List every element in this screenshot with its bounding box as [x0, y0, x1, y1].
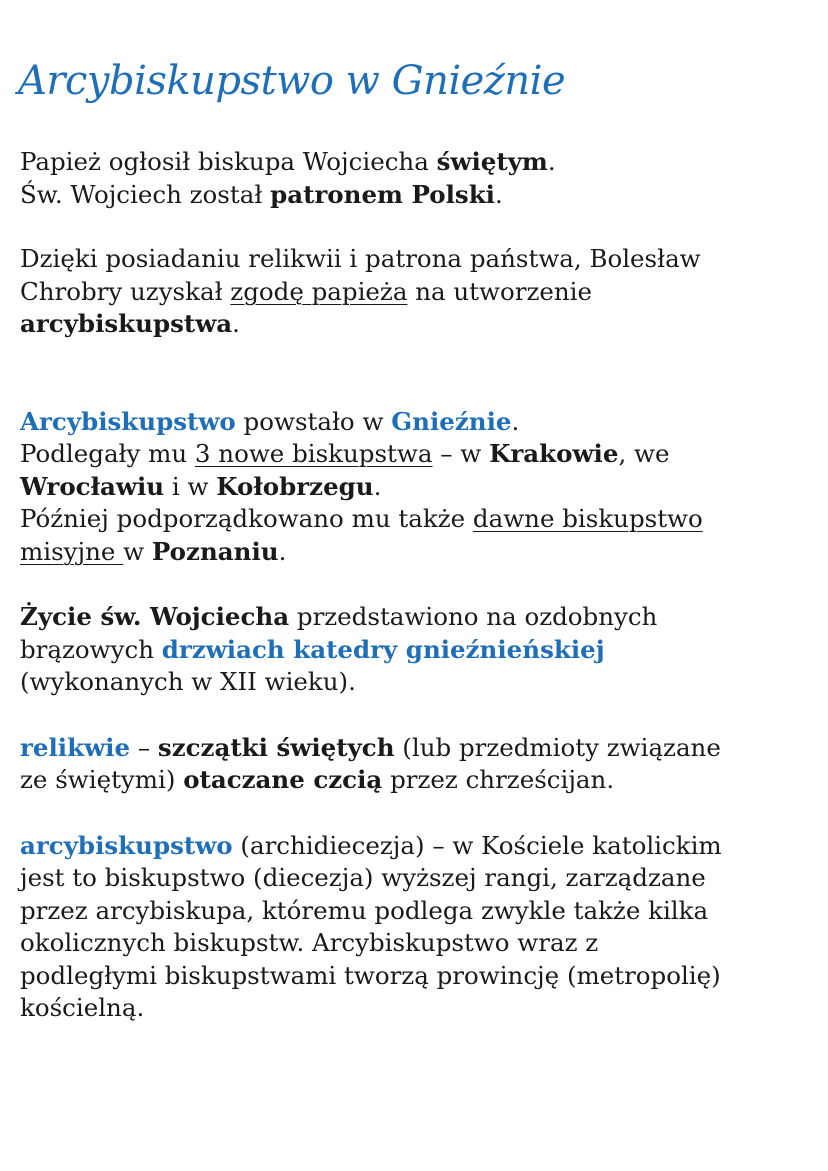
bold-text: Poznaniu	[151, 536, 279, 566]
text-line: Dzięki posiadaniu relikwii i patrona państwa, Bolesław	[20, 244, 701, 273]
text: i w	[164, 471, 217, 501]
text-line	[20, 764, 810, 797]
paragraph-cathedral-doors	[20, 601, 810, 699]
definition-relics	[20, 732, 810, 797]
text: przedstawiono na ozdobnych	[289, 602, 658, 631]
text: (lub przedmioty związane	[394, 732, 721, 762]
text-line: przez arcybiskupa, któremu podlega zwykle także kilka	[20, 895, 709, 925]
bold-text: Wrocławiu	[20, 471, 165, 501]
bold-text: arcybiskupstwa	[20, 309, 233, 338]
text: brązowych	[20, 634, 162, 664]
text-line	[20, 146, 810, 179]
text: –	[130, 732, 158, 762]
text: powstało w	[235, 406, 392, 436]
text: na utworzenie	[407, 276, 592, 306]
document-body	[20, 146, 810, 1025]
text: .	[547, 147, 556, 176]
text: .	[373, 471, 382, 501]
text-line: podległymi biskupstwami tworzą prowincję (metropolię)	[20, 960, 721, 990]
definition-archbishopric	[20, 830, 810, 1025]
text-line: kościelną.	[20, 993, 145, 1022]
paragraph-canonization	[20, 146, 810, 211]
text-line	[20, 536, 810, 569]
paragraph-papal-consent	[20, 243, 810, 341]
text-line: okolicznych biskupstw. Arcybiskupstwo wraz z	[20, 928, 599, 957]
text: – w	[432, 439, 490, 468]
bold-text: Życie św. Wojciecha	[20, 602, 290, 631]
underlined-text: zgodę papieża	[230, 276, 408, 306]
bold-text: szczątki świętych	[157, 732, 395, 762]
text: Później podporządkowano mu także	[20, 504, 473, 533]
bold-text: świętym	[436, 147, 548, 176]
text-line	[20, 601, 810, 634]
text-line	[20, 438, 810, 471]
text: przez chrześcijan.	[382, 765, 615, 794]
text-line: jest to biskupstwo (diecezja) wyższej rangi, zarządzane	[20, 863, 706, 892]
bold-text: Kołobrzegu	[216, 471, 374, 501]
highlight-text: drzwiach katedry gnieźnieńskiej	[161, 634, 605, 664]
text-line	[20, 471, 810, 504]
text-line	[20, 179, 810, 212]
text: Chrobry uzyskał	[20, 276, 231, 306]
text: .	[232, 309, 240, 338]
text: w	[123, 536, 152, 566]
definition-term: relikwie	[20, 732, 131, 762]
bold-text: otaczane czcią	[183, 765, 383, 794]
underlined-text: dawne biskupstwo	[472, 504, 703, 533]
text: , we	[618, 439, 670, 468]
text-line: (wykonanych w XII wieku).	[20, 667, 356, 696]
underlined-text: misyjne	[20, 536, 124, 566]
highlight-text: Arcybiskupstwo	[20, 406, 236, 436]
text-line	[20, 276, 810, 309]
highlight-text: Gnieźnie	[391, 406, 512, 436]
text: Papież ogłosił biskupa Wojciecha	[20, 147, 437, 176]
text-line	[20, 830, 810, 863]
text-line	[20, 732, 810, 765]
underlined-text: 3 nowe biskupstwa	[194, 439, 433, 468]
text-line	[20, 308, 810, 341]
page-title: Arcybiskupstwo w Gnieźnie	[18, 58, 566, 104]
bold-text: patronem Polski	[270, 179, 495, 209]
text: .	[278, 536, 287, 566]
text: ze świętymi)	[20, 765, 184, 794]
text-line	[20, 634, 810, 667]
text-line	[20, 503, 810, 536]
text-line	[20, 406, 810, 439]
text: Św. Wojciech został	[20, 179, 271, 209]
text: Podlegały mu	[20, 439, 195, 468]
paragraph-archbishopric-founded	[20, 406, 810, 569]
text: .	[511, 406, 520, 436]
text: (archidiecezja) – w Kościele katolickim	[232, 830, 722, 860]
definition-term: arcybiskupstwo	[20, 830, 233, 860]
text: .	[494, 179, 503, 209]
bold-text: Krakowie	[489, 439, 619, 468]
